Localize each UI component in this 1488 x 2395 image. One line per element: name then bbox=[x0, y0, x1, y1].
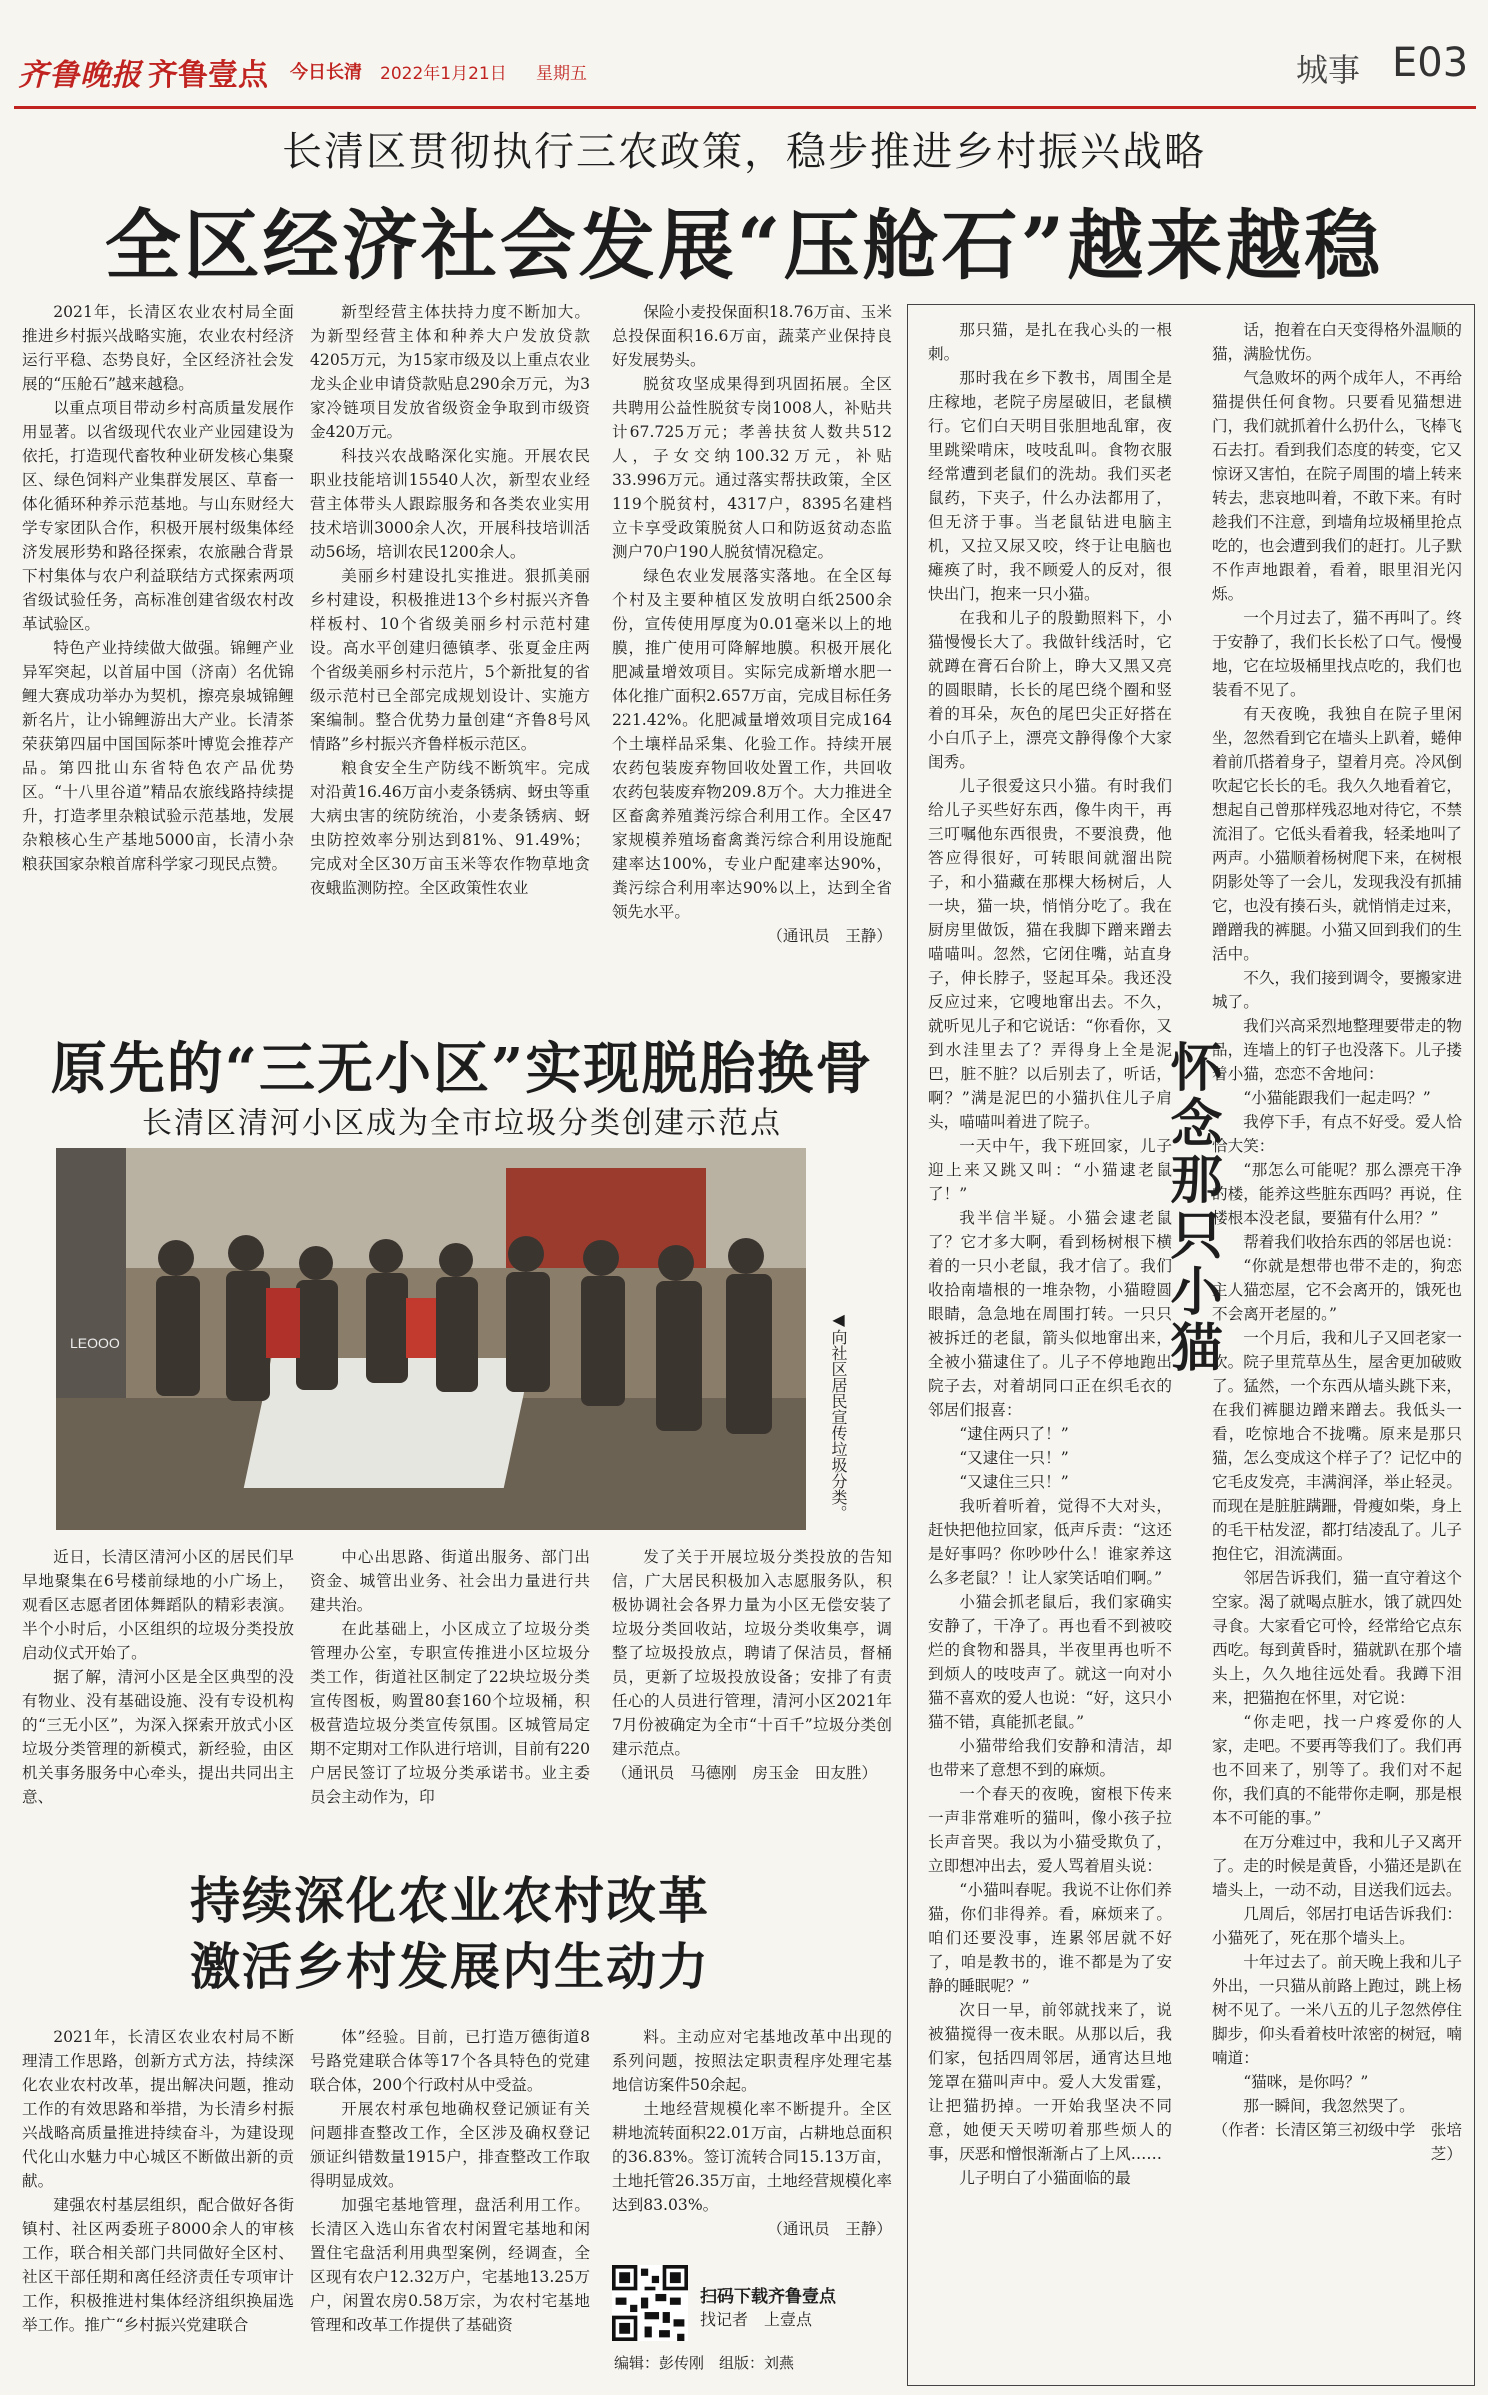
paragraph: 不久，我们接到调令，要搬家进城了。 bbox=[1212, 969, 1462, 1011]
article3-column-3 bbox=[612, 2025, 892, 2257]
paragraph: 我停下手，有点不好受。爱人恰恰大笑： bbox=[1212, 1113, 1462, 1155]
paragraph: 保险小麦投保面积18.76万亩、玉米总投保面积16.6万亩，蔬菜产业保持良好发展势头。 bbox=[612, 303, 892, 369]
article2-subtitle: 长清区清河小区成为全市垃圾分类创建示范点 bbox=[142, 1106, 782, 1141]
paragraph: 小猫会抓老鼠后，我们家确实安静了，干净了。再也看不到被咬烂的食物和器具，半夜里再也听不到烦人的吱吱声了。就这一向对小猫不喜欢的爱人也说：“好，这只小猫不错，真能抓老鼠。” bbox=[928, 1593, 1172, 1731]
paragraph: 邻居告诉我们，猫一直守着这个空家。渴了就喝点脏水，饿了就四处寻食。大家看它可怜，经常给它点东西吃。每到黄昏时，猫就趴在那个墙头上，久久地往远处看。我蹲下泪来，把猫抱在怀里，对它说： bbox=[1212, 1569, 1462, 1707]
paragraph: 土地经营规模化率不断提升。全区耕地流转面积22.01万亩，占耕地总面积的36.83%。签订流转合同15.13万亩，土地托管26.35万亩，土地经营规模化率达到83.03%。 bbox=[612, 2100, 892, 2214]
paragraph: 十年过去了。前天晚上我和儿子外出，一只猫从前路上跑过，跳上杨树不见了。一米八五的儿子忽然停住脚步，仰头看着枝叶浓密的树冠，喃喃道： bbox=[1212, 1953, 1462, 2067]
paragraph: “又逮住一只！” bbox=[959, 1449, 1069, 1467]
paragraph: “又逮住三只！” bbox=[959, 1473, 1069, 1491]
paragraph: 几周后，邻居打电话告诉我们：小猫死了，死在那个墙头上。 bbox=[1212, 1905, 1462, 1947]
paragraph: 科技兴农战略深化实施。开展农民职业技能培训15540人次，新型农业经营主体带头人跟踪服务和各类农业实用技术培训3000余人次，开展科技培训活动56场，培训农民1200余人。 bbox=[310, 447, 590, 561]
community-photo bbox=[56, 1148, 806, 1530]
photo-logo: LEOOO bbox=[70, 1335, 120, 1351]
page-number: E03 bbox=[1392, 40, 1469, 86]
paragraph: 一个春天的夜晚，窗根下传来一声非常难听的猫叫，像小孩子拉长声音哭。我以为小猫受欺负了，立即想冲出去，爱人骂着眉头说： bbox=[928, 1785, 1172, 1875]
paragraph: 次日一早，前邻就找来了，说被猫搅得一夜未眠。从那以后，我们家，包括四周邻居，通宵达旦地笼罩在猫叫声中。爱人大发雷霆，让把猫扔掉。一开始我坚决不同意，她便天天唠叨着那些烦人的事，厌恶和憎恨渐渐占了上风…… bbox=[928, 2001, 1172, 2163]
photo-illustration bbox=[56, 1148, 806, 1530]
paragraph: 那只猫，是扎在我心头的一根刺。 bbox=[928, 321, 1172, 363]
paragraph: “逮住两只了！” bbox=[959, 1425, 1069, 1443]
paragraph: “小猫能跟我们一起走吗？” bbox=[1243, 1089, 1431, 1107]
paragraph: 一个月过去了，猫不再叫了。终于安静了，我们长长松了口气。慢慢地，它在垃圾桶里找点吃的，我们也装看不见了。 bbox=[1212, 609, 1462, 699]
column-name: 城事 bbox=[1296, 51, 1361, 89]
article3-column-1 bbox=[22, 2025, 294, 2385]
paragraph: 在万分难过中，我和儿子又离开了。走的时候是黄昏，小猫还是趴在墙头上，一动不动，目送我们远去。 bbox=[1212, 1833, 1462, 1899]
paragraph: 以重点项目带动乡村高质量发展作用显著。以省级现代农业产业园建设为依托，打造现代畜牧种业研发核心集聚区、绿色饲料产业集群发展区、草畜一体化循环种养示范基地。与山东财经大学专家团队合作，积极开展村级集体经济发展形势和路径探索，农旅融合背景下村集体与农户利益联结方式探索两项省级试验任务，高标准创建省级农村改革试验区。 bbox=[22, 399, 294, 633]
paragraph: 体”经验。目前，已打造万德街道8号路党建联合体等17个各具特色的党建联合体，200个行政村从中受益。 bbox=[310, 2028, 590, 2094]
paragraph: 儿子很爱这只小猫。有时我们给儿子买些好东西，像牛肉干，再三叮嘱他东西很贵，不要浪费，他答应得很好，可转眼间就溜出院子，和小猫藏在那棵大杨树后，人一块，猫一块，悄悄分吃了。我在厨房里做饭，猫在我脚下蹭来蹭去喵喵叫。忽然，它闭住嘴，站直身子，伸长脖子，竖起耳朵。我还没反应过来，它嗖地窜出去。不久，就听见儿子和它说话：“你看你，又到水洼里去了？弄得身上全是泥巴，脏不脏？以后别去了，听话，啊？”满是泥巴的小猫扒住儿子肩头，喵喵叫着进了院子。 bbox=[928, 777, 1172, 1131]
app-logo: 齐鲁壹点 bbox=[148, 58, 268, 93]
paragraph: 一个月后，我和儿子又回老家一次。院子里荒草丛生，屋舍更加破败了。猛然，一个东西从墙头跳下来，在我们裤腿边蹭来蹭去。我低头一看，吃惊地合不拢嘴。原来是那只猫，怎么变成这个样子了？记忆中的它毛皮发亮，丰满润泽，举止轻灵。而现在是脏脏蹒跚，骨瘦如柴，身上的毛干枯发涩，都打结凌乱了。儿子抱住它，泪流满面。 bbox=[1212, 1329, 1462, 1563]
paragraph: 建强农村基层组织，配合做好各街镇村、社区两委班子8000余人的审核工作，联合相关部门共同做好全区村、社区干部任期和离任经济责任专项审计工作，积极推进村集体经济组织换届选举工作。推广“乡村振兴党建联合 bbox=[22, 2196, 294, 2334]
paragraph: 小猫带给我们安静和清洁，却也带来了意想不到的麻烦。 bbox=[928, 1737, 1172, 1779]
article1-column-3 bbox=[612, 300, 892, 1002]
essay-column-1 bbox=[928, 318, 1172, 2380]
paragraph: 2021年，长清区农业农村局全面推进乡村振兴战略实施，农业农村经济运行平稳、态势良好，全区经济社会发展的“压舱石”越来越稳。 bbox=[22, 303, 294, 393]
byline: （通讯员 王静） bbox=[767, 2220, 892, 2238]
paragraph: 有天夜晚，我独自在院子里闲坐，忽然看到它在墙头上趴着，蜷伸着前爪搭着身子，望着月亮。冷风倒吹起它长长的毛。我久久地看着它，想起自己曾那样残忍地对待它，不禁流泪了。它低头看着我，轻柔地叫了两声。小猫顺着杨树爬下来，在树根阴影处等了一会儿，发现我没有抓捕它，也没有揍石头，就悄悄走过来，蹭蹭我的裤腿。小猫又回到我们的生活中。 bbox=[1212, 705, 1462, 963]
byline: （通讯员 马德刚 房玉金 田友胜） bbox=[612, 1764, 878, 1782]
article1-subtitle: 长清区贯彻执行三农政策，稳步推进乡村振兴战略 bbox=[282, 129, 1206, 175]
paragraph: 在此基础上，小区成立了垃圾分类管理办公室，专职宣传推进小区垃圾分类工作，街道社区制定了22块垃圾分类宣传图板，购置80套160个垃圾桶，积极营造垃圾分类宣传氛围。区城管局定期不定期对工作队进行培训，目前有220户居民签订了垃圾分类承诺书。业主委员会主动作为，印 bbox=[310, 1620, 590, 1806]
paragraph: 2021年，长清区农业农村局不断理清工作思路，创新方式方法，持续深化农业农村改革，提出解决问题，推动工作的有效思路和举措，为长清乡村振兴战略高质量推进持续奋斗，为建设现代化山水魅力中心城区不断做出新的贡献。 bbox=[22, 2028, 294, 2190]
paragraph: 我们兴高采烈地整理要带走的物品，连墙上的钉子也没落下。儿子搂着小猫，恋恋不舍地问： bbox=[1212, 1017, 1462, 1083]
paragraph: 那时我在乡下教书，周围全是庄稼地，老院子房屋破旧，老鼠横行。它们白天明目张胆地乱窜，夜里跳梁啃床，吱吱乱叫。食物衣服经常遭到老鼠们的洗劫。我们买老鼠药，下夹子，什么办法都用了，但无济于事。当老鼠钻进电脑主机，又拉又尿又咬，终于让电脑也瘫痪了时，我不顾爱人的反对，很快出门，抱来一只小猫。 bbox=[928, 369, 1172, 603]
article2-column-3 bbox=[612, 1545, 892, 1857]
paragraph: 近日，长清区清河小区的居民们早早地聚集在6号楼前绿地的小广场上，观看区志愿者团体舞蹈队的精彩表演。半个小时后，小区组织的垃圾分类投放启动仪式开始了。 bbox=[22, 1548, 294, 1662]
section-name: 今日长清 bbox=[290, 62, 362, 83]
article2-column-2 bbox=[310, 1545, 590, 1857]
reporter-label: 找记者 上壹点 bbox=[700, 2310, 813, 2329]
essay-column-2 bbox=[1212, 318, 1462, 2380]
article3-title-line-1: 持续深化农业农村改革 bbox=[190, 1871, 710, 1930]
masthead-rule bbox=[14, 106, 1476, 109]
paragraph: 美丽乡村建设扎实推进。狠抓美丽乡村建设，积极推进13个乡村振兴齐鲁样板村、10个省级美丽乡村示范村建设。高水平创建归德镇孝、张夏金庄两个省级美丽乡村示范片，5个新批复的省级示范村已全部完成规划设计、实施方案编制。整合优势力量创建“齐鲁8号风情路”乡村振兴齐鲁样板示范区。 bbox=[310, 567, 590, 753]
paragraph: 开展农村承包地确权登记颁证有关问题排查整改工作，全区涉及确权登记颁证纠错数量1915户，排查整改工作取得明显成效。 bbox=[310, 2100, 590, 2190]
paragraph: 那一瞬间，我忽然哭了。 bbox=[1243, 2097, 1415, 2115]
paragraph: 话，抱着在白天变得格外温顺的猫，满脸忧伤。 bbox=[1212, 321, 1462, 363]
paragraph: 绿色农业发展落实落地。在全区每个村及主要种植区发放明白纸2500余份，宣传使用厚度为0.01毫米以上的地膜，推广使用可降解地膜。积极开展化肥减量增效项目。实际完成新增水肥一体化推广面积2.657万亩，完成目标任务221.42%。化肥减量增效项目完成164个土壤样品采集、化验工作。持续开展农药包装废弃物回收处置工作，共回收农药包装废弃物209.8万个。大力推进全区畜禽养殖粪污综合利用工作。全区47家规模养殖场畜禽粪污综合利用设施配建率达100%，专业户配建率达90%，粪污综合利用率达90%以上，达到全省领先水平。 bbox=[612, 567, 892, 921]
paragraph: “猫咪，是你吗？” bbox=[1243, 2073, 1369, 2091]
paragraph: “你就是想带也带不走的，狗恋主人猫恋屋，它不会离开的，饿死也不会离开老屋的。” bbox=[1212, 1257, 1462, 1323]
article3-title bbox=[0, 1868, 900, 2000]
paragraph: 发了关于开展垃圾分类投放的告知信，广大居民积极加入志愿服务队，积极协调社会各界力量为小区无偿安装了垃圾分类回收站，垃圾分类收集亭，调整了垃圾投放点，聘请了保洁员，督桶员，更新了垃圾投放设备；安排了有责任心的人员进行管理，清河小区2021年7月份被确定为全市“十百千”垃圾分类创建示范点。 bbox=[612, 1548, 892, 1758]
newspaper-logo: 齐鲁晚报 bbox=[18, 58, 142, 93]
paragraph: 料。主动应对宅基地改革中出现的系列问题，按照法定职责程序处理宅基地信访案件50余起。 bbox=[612, 2028, 892, 2094]
paragraph: 在我和儿子的殷勤照料下，小猫慢慢长大了。我做针线活时，它就蹲在膏石台阶上，睁大又黑又亮的圆眼睛，长长的尾巴绕个圈和竖着的耳朵，灰色的尾巴尖正好搭在小白爪子上，漂亮文静得像个大家闺秀。 bbox=[928, 609, 1172, 771]
byline: （通讯员 王静） bbox=[767, 927, 892, 945]
paragraph: 新型经营主体扶持力度不断加大。为新型经营主体和种养大户发放贷款4205万元，为15家市级及以上重点农业龙头企业申请贷款贴息290余万元，为3家冷链项目发放省级资金争取到市级资金420万元。 bbox=[310, 303, 590, 441]
article1-column-2 bbox=[310, 300, 590, 1002]
paragraph: “你走吧，找一户疼爱你的人家，走吧。不要再等我们了。我们再也不回来了，别等了。我们对不起你，我们真的不能带你走啊，那是根本不可能的事。” bbox=[1212, 1713, 1462, 1827]
paragraph: 据了解，清河小区是全区典型的没有物业、没有基础设施、没有专设机构的“三无小区”，为深入探索开放式小区垃圾分类管理的新模式，新经验，由区机关事务服务中心牵头，提出共同出主意、 bbox=[22, 1668, 294, 1806]
paragraph: 一天中午，我下班回家，儿子迎上来又跳又叫：“小猫逮老鼠了！” bbox=[928, 1137, 1172, 1203]
paragraph: 中心出思路、街道出服务、部门出资金、城管出业务、社会出力量进行共建共治。 bbox=[310, 1548, 590, 1614]
paragraph: 我半信半疑。小猫会逮老鼠了？它才多大啊，看到杨树根下横着的一只小老鼠，我才信了。我们收拾南墙根的一堆杂物，小猫瞪圆眼睛，急急地在周围打转。一只只被拆迁的老鼠，箭头似地窜出来，全被小猫逮住了。儿子不停地跑出院子去，对着胡同口正在织毛衣的邻居们报喜： bbox=[928, 1209, 1172, 1419]
article2-title: 原先的“三无小区”实现脱胎换骨 bbox=[50, 1036, 874, 1102]
article1-title: 全区经济社会发展“压舱石”越来越稳 bbox=[104, 201, 1384, 290]
article1-column-1 bbox=[22, 300, 294, 1002]
paragraph: 我听着听着，觉得不大对头，赶快把他拉回家，低声斥责：“这还是好事吗？你吵吵什么！谁家养这么多老鼠？！让人家笑话咱们啊。” bbox=[928, 1497, 1172, 1587]
paragraph: 气急败坏的两个成年人，不再给猫提供任何食物。只要看见猫想进门，我们就抓着什么扔什么，飞棒飞石去打。看到我们态度的转变，它又惊讶又害怕，在院子周围的墙上转来转去，悲哀地叫着，不敢下来。有时趁我们不注意，到墙角垃圾桶里抢点吃的，也会遭到我们的赶打。儿子默不作声地跟着，看着，眼里泪光闪烁。 bbox=[1212, 369, 1462, 603]
paragraph: “那怎么可能呢？那么漂亮干净的楼，能养这些脏东西吗？再说，住楼根本没老鼠，要猫有什么用？” bbox=[1212, 1161, 1462, 1227]
article3-title-line-2: 激活乡村发展内生动力 bbox=[190, 1937, 710, 1996]
qr-download-label: 扫码下载齐鲁壹点 bbox=[700, 2287, 836, 2307]
essay-byline: （作者：长清区第三初级中学 张培芝） bbox=[1212, 2121, 1462, 2163]
issue-date: 2022年1月21日 bbox=[380, 64, 507, 84]
essay-title: 怀念那只小猫 bbox=[1161, 1040, 1222, 1376]
photo-caption: ◀向社区居民宣传垃圾分类。 bbox=[829, 1310, 848, 1521]
article3-column-2 bbox=[310, 2025, 590, 2385]
article2-column-1 bbox=[22, 1545, 294, 1857]
paragraph: 帮着我们收拾东西的邻居也说： bbox=[1243, 1233, 1462, 1251]
paragraph: 粮食安全生产防线不断筑牢。完成对沿黄16.46万亩小麦条锈病、蚜虫等重大病虫害的统防统治，小麦条锈病、蚜虫防控效率分别达到81%、91.49%；完成对全区30万亩玉米等农作物草地贪夜蛾监测防控。全区政策性农业 bbox=[310, 759, 590, 897]
paragraph: 儿子明白了小猫面临的最 bbox=[959, 2169, 1131, 2187]
paragraph: 脱贫攻坚成果得到巩固拓展。全区共聘用公益性脱贫专岗1008人，补贴共计67.725万元；孝善扶贫人数共512人，子女交纳100.32万元，补贴33.996万元。通过落实帮扶政策，全区119个脱贫村，4317户，8395名建档立卡享受政策脱贫人口和防返贫动态监测户70户190人脱贫情况稳定。 bbox=[612, 375, 892, 561]
masthead bbox=[0, 0, 1488, 118]
paragraph: 特色产业持续做大做强。锦鲤产业异军突起，以首届中国（济南）名优锦鲤大赛成功举办为契机，擦亮泉城锦鲤新名片，让小锦鲤游出大产业。长清茶荣获第四届中国国际茶叶博览会推荐产品。第四批山东省特色农产品优势区。“十八里谷道”精品农旅线路持续提升，打造孝里杂粮试验示范基地，发展杂粮核心生产基地5000亩，长清小杂粮获国家杂粮首席科学家刁现民点赞。 bbox=[22, 639, 294, 873]
editor-credits: 编辑：彭传刚 组版：刘燕 bbox=[614, 2354, 795, 2372]
qr-code-icon[interactable] bbox=[612, 2265, 688, 2341]
paragraph: 加强宅基地管理，盘活利用工作。长清区入选山东省农村闲置宅基地和闲置住宅盘活利用典型案例，经调查，全区现有农户12.32万户，宅基地13.25万户，闲置农房0.58万宗，为农村宅基地管理和改革工作提供了基础资 bbox=[310, 2196, 590, 2334]
paragraph: “小猫叫春呢。我说不让你们养猫，你们非得养。看，麻烦来了。咱们还要没事，连累邻居就不好了，咱是教书的，谁不都是为了安静的睡眠呢？” bbox=[928, 1881, 1172, 1995]
issue-weekday: 星期五 bbox=[536, 64, 587, 84]
